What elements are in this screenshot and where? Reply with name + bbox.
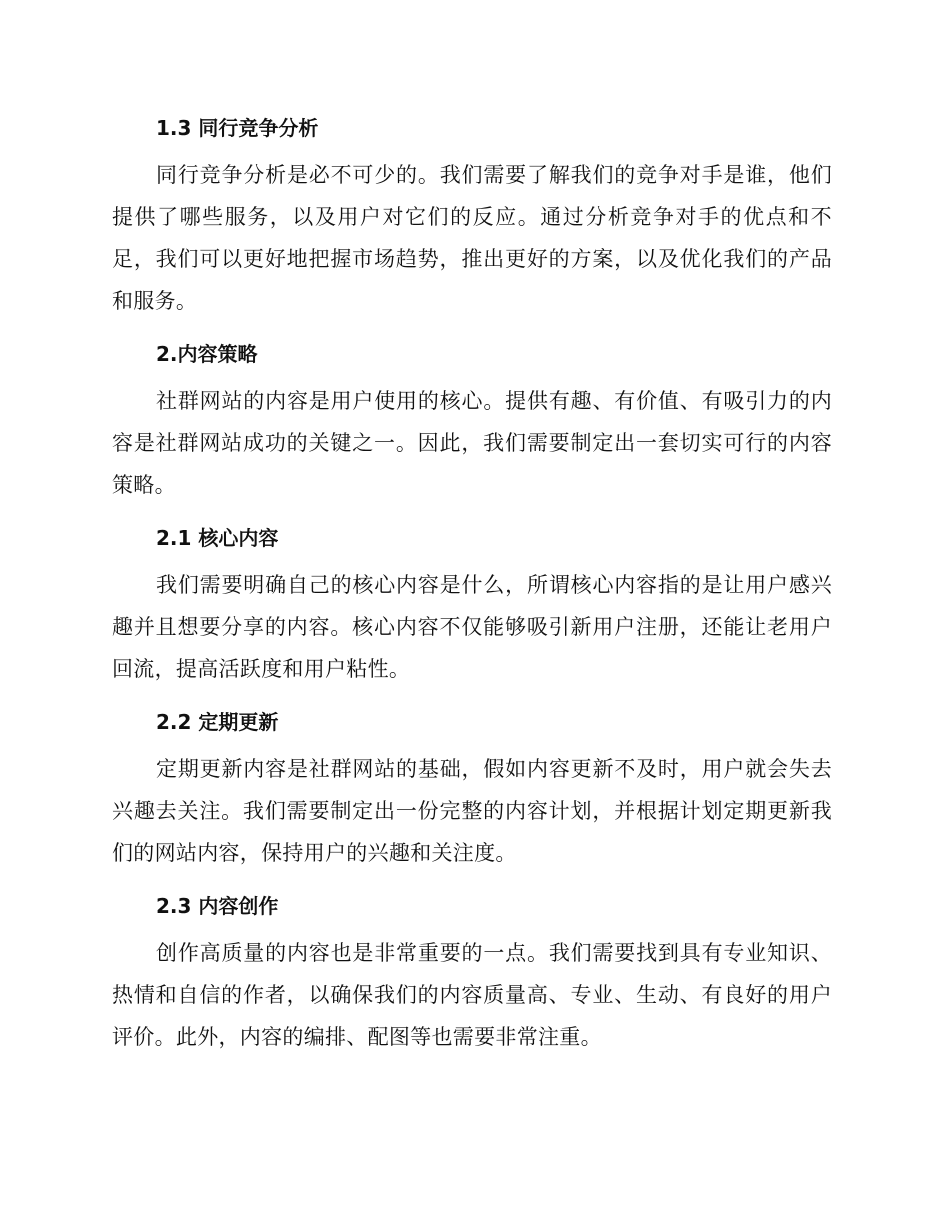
section-heading: 2.3 内容创作 bbox=[156, 894, 279, 918]
section-content-strategy bbox=[112, 334, 832, 506]
section-heading: 2.内容策略 bbox=[156, 342, 258, 366]
section-paragraph: 创作高质量的内容也是非常重要的一点。我们需要找到具有专业知识、热情和自信的作者，以确保我们的内容质量高、专业、生动、有良好的用户评价。此外，内容的编排、配图等也需要非常注重。 bbox=[112, 941, 832, 1049]
section-paragraph: 我们需要明确自己的核心内容是什么，所谓核心内容指的是让用户感兴趣并且想要分享的内容。核心内容不仅能够吸引新用户注册，还能让老用户回流，提高活跃度和用户粘性。 bbox=[112, 573, 832, 681]
section-paragraph: 同行竞争分析是必不可少的。我们需要了解我们的竞争对手是谁，他们提供了哪些服务，以及用户对它们的反应。通过分析竞争对手的优点和不足，我们可以更好地把握市场趋势，推出更好的方案，以及优化我们的产品和服务。 bbox=[112, 163, 832, 313]
section-heading: 2.2 定期更新 bbox=[156, 710, 279, 734]
document-body bbox=[112, 108, 832, 1070]
section-heading: 1.3 同行竞争分析 bbox=[156, 116, 319, 140]
section-competitor-analysis bbox=[112, 108, 832, 322]
section-heading: 2.1 核心内容 bbox=[156, 526, 279, 550]
section-regular-updates bbox=[112, 702, 832, 874]
section-paragraph: 社群网站的内容是用户使用的核心。提供有趣、有价值、有吸引力的内容是社群网站成功的关键之一。因此，我们需要制定出一套切实可行的内容策略。 bbox=[112, 389, 832, 497]
section-core-content bbox=[112, 518, 832, 690]
section-paragraph: 定期更新内容是社群网站的基础，假如内容更新不及时，用户就会失去兴趣去关注。我们需要制定出一份完整的内容计划，并根据计划定期更新我们的网站内容，保持用户的兴趣和关注度。 bbox=[112, 757, 832, 865]
section-content-creation bbox=[112, 886, 832, 1058]
